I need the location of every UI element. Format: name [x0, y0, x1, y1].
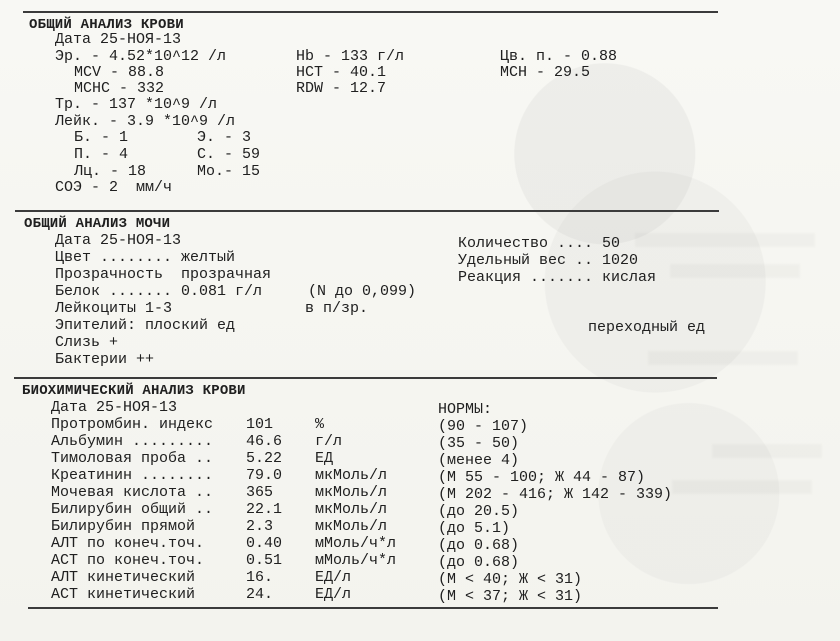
blood-color-index: Цв. п. - 0.88	[500, 48, 618, 65]
blood-hct: HCT - 40.1	[296, 64, 387, 81]
blood-er: Эр. - 4.52*10^12 /л	[55, 48, 227, 65]
urine-bacteria: Бактерии ++	[55, 351, 155, 368]
bio-row-name: Тимоловая проба ..	[51, 450, 214, 467]
bio-row-unit: мкМоль/л	[315, 518, 388, 535]
bio-row-value: 0.40	[246, 535, 283, 552]
bio-row-name: АСТ по конеч.точ.	[51, 552, 205, 569]
bio-row-norm: (до 0.68)	[438, 554, 520, 571]
bio-row-value: 46.6	[246, 433, 283, 450]
bio-row-norm: (М < 40; Ж < 31)	[438, 571, 583, 588]
section-divider	[23, 11, 718, 13]
urine-protein-norm: (N до 0,099)	[308, 283, 417, 300]
scan-shadow	[712, 444, 822, 458]
blood-leukocytes: Лейк. - 3.9 *10^9 /л	[55, 113, 236, 130]
biochemistry-norms-header: НОРМЫ:	[438, 401, 493, 418]
bio-row-value: 101	[246, 416, 274, 433]
bio-row-value: 0.51	[246, 552, 283, 569]
biochemistry-date: Дата 25-НОЯ-13	[51, 399, 178, 416]
urine-specific-gravity: Удельный вес .. 1020	[458, 252, 639, 269]
urine-epithelium-transitional: переходный ед	[588, 319, 706, 336]
bio-row-norm: (М 202 - 416; Ж 142 - 339)	[438, 486, 673, 503]
blood-platelets: Тр. - 137 *10^9 /л	[55, 96, 218, 113]
urine-leukocytes: Лейкоциты 1-3	[55, 300, 173, 317]
bio-row-unit: мкМоль/л	[315, 484, 388, 501]
blood-mcv: MCV - 88.8	[74, 64, 165, 81]
section-divider	[28, 607, 718, 609]
blood-band-neutrophils: П. - 4	[74, 146, 129, 163]
bio-row-name: Мочевая кислота ..	[51, 484, 214, 501]
bio-row-norm: (менее 4)	[438, 452, 520, 469]
bio-row-name: Протромбин. индекс	[51, 416, 214, 433]
bio-row-unit: %	[315, 416, 325, 433]
scan-shadow	[635, 233, 815, 247]
blood-mchc: MCHC - 332	[74, 80, 165, 97]
scan-shadow	[672, 480, 812, 494]
bio-row-name: Билирубин прямой	[51, 518, 196, 535]
blood-lymphocytes: Лц. - 18	[74, 163, 147, 180]
bio-row-norm: (до 5.1)	[438, 520, 511, 537]
urine-epithelium: Эпителий: плоский ед	[55, 317, 236, 334]
urine-reaction: Реакция ....... кислая	[458, 269, 657, 286]
scan-shadow	[670, 264, 800, 278]
blood-rdw: RDW - 12.7	[296, 80, 387, 97]
bio-row-unit: мкМоль/л	[315, 467, 388, 484]
blood-esr: СОЭ - 2 мм/ч	[55, 179, 173, 196]
bio-row-norm: (до 20.5)	[438, 503, 520, 520]
scan-shadow	[648, 351, 798, 365]
bio-row-norm: (М < 37; Ж < 31)	[438, 588, 583, 605]
bio-row-value: 5.22	[246, 450, 283, 467]
bio-row-name: Альбумин .........	[51, 433, 214, 450]
urine-quantity: Количество .... 50	[458, 235, 621, 252]
section-divider	[15, 210, 719, 212]
bio-row-norm: (до 0.68)	[438, 537, 520, 554]
blood-monocytes: Мо.- 15	[197, 163, 261, 180]
blood-eosinophils: Э. - 3	[197, 129, 252, 146]
bio-row-name: АЛТ по конеч.точ.	[51, 535, 205, 552]
blood-hb: Hb - 133 г/л	[296, 48, 405, 65]
bio-row-unit: ЕД/л	[315, 586, 352, 603]
bio-row-value: 24.	[246, 586, 274, 603]
blood-test-title: ОБЩИЙ АНАЛИЗ КРОВИ	[29, 17, 184, 33]
bio-row-unit: г/л	[315, 433, 343, 450]
blood-segmented-neutrophils: С. - 59	[197, 146, 261, 163]
bio-row-name: АСТ кинетический	[51, 586, 196, 603]
bio-row-name: Билирубин общий ..	[51, 501, 214, 518]
urine-clarity: Прозрачность прозрачная	[55, 266, 272, 283]
bio-row-value: 79.0	[246, 467, 283, 484]
bio-row-norm: (35 - 50)	[438, 435, 520, 452]
bio-row-unit: мМоль/ч*л	[315, 552, 397, 569]
bio-row-name: АЛТ кинетический	[51, 569, 196, 586]
bio-row-unit: ЕД	[315, 450, 334, 467]
blood-basophils: Б. - 1	[74, 129, 129, 146]
bio-row-norm: (М 55 - 100; Ж 44 - 87)	[438, 469, 646, 486]
urine-leukocytes-unit: в п/зр.	[305, 300, 369, 317]
bio-row-value: 22.1	[246, 501, 283, 518]
urine-protein: Белок ....... 0.081 г/л	[55, 283, 263, 300]
bio-row-unit: ЕД/л	[315, 569, 352, 586]
urine-test-date: Дата 25-НОЯ-13	[55, 232, 182, 249]
urine-color: Цвет ........ желтый	[55, 249, 236, 266]
bio-row-value: 16.	[246, 569, 274, 586]
urine-test-title: ОБЩИЙ АНАЛИЗ МОЧИ	[24, 216, 171, 232]
bio-row-unit: мМоль/ч*л	[315, 535, 397, 552]
bio-row-value: 2.3	[246, 518, 274, 535]
bio-row-name: Креатинин ........	[51, 467, 214, 484]
bio-row-unit: мкМоль/л	[315, 501, 388, 518]
blood-test-date: Дата 25-НОЯ-13	[55, 31, 182, 48]
biochemistry-title: БИОХИМИЧЕСКИЙ АНАЛИЗ КРОВИ	[22, 383, 246, 399]
bio-row-value: 365	[246, 484, 274, 501]
bio-row-norm: (90 - 107)	[438, 418, 529, 435]
urine-mucus: Слизь +	[55, 334, 119, 351]
section-divider	[14, 377, 717, 379]
blood-mch: MCH - 29.5	[500, 64, 591, 81]
